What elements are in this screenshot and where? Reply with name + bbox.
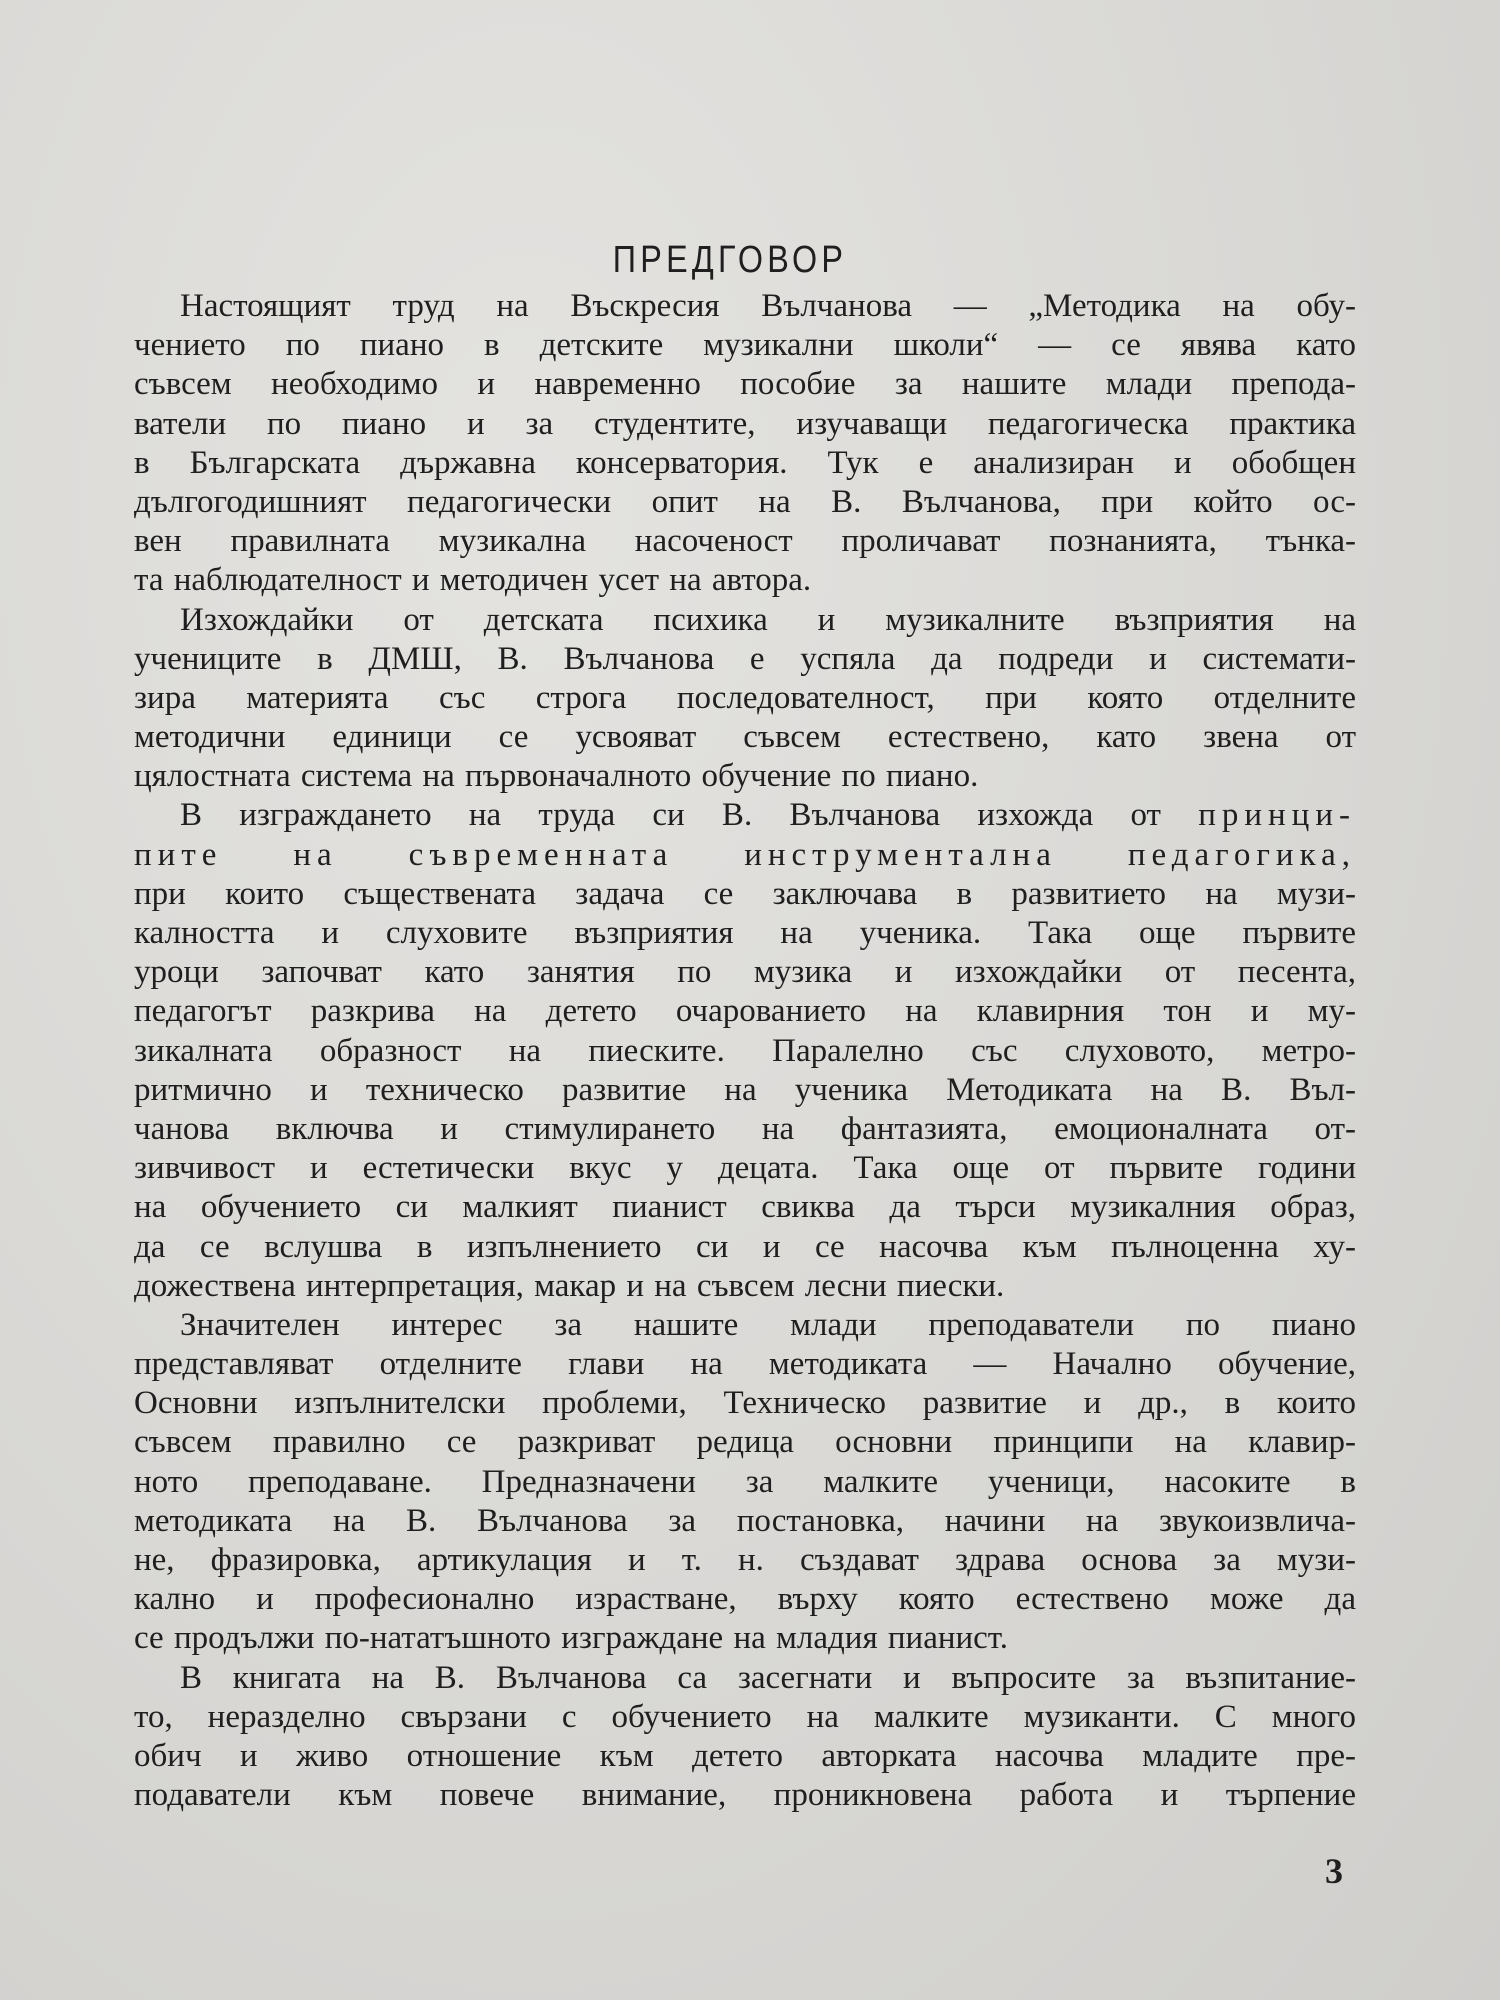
text-segment: обич и живо отношение към детето авторката насочва младите пре- [134,1737,1356,1774]
text-segment: ритмично и техническо развитие на ученика Методиката на В. Въл- [134,1071,1356,1108]
text-segment: съвсем необходимо и навременно пособие за нашите млади препода- [134,366,1356,403]
text-segment: в Българската държавна консерватория. Тук е анализиран и обобщен [134,444,1356,481]
text-line [134,757,1356,796]
text-segment: цялостната система на първоначалното обучение по пиано. [134,758,979,795]
page-title: ПРЕДГОВОР [612,239,848,282]
paragraph [134,1306,1356,1659]
text-line [134,1228,1356,1267]
text-segment: то, неразделно свързани с обучението на малките музиканти. С много [134,1698,1356,1735]
text-segment: зивчивост и естетически вкус у децата. Така още от първите години [134,1150,1356,1187]
text-segment: ното преподаване. Предназначени за малките ученици, насоките в [134,1463,1356,1500]
text-line [134,1463,1356,1502]
text-line [134,1776,1356,1815]
text-segment: методични единици се усвояват съвсем естествено, като звена от [134,719,1356,756]
text-line [134,1737,1356,1776]
text-segment: съвсем правилно се разкриват редица основни принципи на клавир- [134,1424,1356,1461]
text-line [134,365,1356,404]
text-segment: при които съществената задача се заключава в развитието на музи- [134,875,1356,912]
text-segment: се продължи по-нататъшното изграждане на младия пианист. [134,1620,1008,1657]
text-line [134,992,1356,1031]
text-segment: учениците в ДМШ, В. Вълчанова е успяла да подреди и системати- [134,640,1356,677]
text-line [134,1619,1356,1658]
text-line [134,561,1356,600]
text-segment: да се вслушва в изпълнението си и се насочва към пълноценна ху- [134,1228,1356,1265]
text-segment: не, фразировка, артикулация и т. н. създават здрава основа за музи- [134,1542,1356,1578]
paragraph [134,1659,1356,1816]
body-text [134,287,1356,1815]
spaced-text: принци- [1198,797,1356,834]
text-segment: уроци започват като занятия по музика и изхождайки от песента, [134,954,1356,991]
text-line [134,679,1356,718]
text-line [134,444,1356,483]
text-line [134,1698,1356,1737]
paragraph [134,796,1356,1305]
text-line [134,326,1356,365]
paragraph [134,601,1356,797]
text-segment: дожествена интерпретация, макар и на съвсем лесни пиески. [134,1267,1005,1304]
text-segment: та наблюдателност и методичен усет на автора. [134,562,812,599]
text-line [134,1423,1356,1462]
text-line [134,1659,1356,1698]
text-line [134,405,1356,444]
text-line [134,953,1356,992]
text-line [134,1541,1356,1580]
text-line [134,1032,1356,1071]
text-segment: В книгата на В. Вълчанова са засегнати и въпросите за възпитание- [180,1659,1356,1696]
text-line [134,1110,1356,1149]
text-line [134,1580,1356,1619]
text-segment: Основни изпълнителски проблеми, Техническо развитие и др., в които [134,1385,1356,1422]
page-number: 3 [1325,1851,1343,1891]
text-line [134,287,1356,326]
text-segment: зира материята със строга последователност, при която отделните [134,679,1356,716]
text-segment: педагогът разкрива на детето очарованието на клавирния тон и му- [134,993,1356,1030]
text-segment: подаватели към повече внимание, проникновена работа и търпение [134,1777,1356,1814]
text-line [134,718,1356,757]
text-line [134,601,1356,640]
text-segment: В изграждането на труда си В. Вълчанова изхожда от [180,797,1199,834]
spaced-text: пите на съвременната инструментална педагогика, [134,836,1356,873]
text-segment: Изхождайки от детската психика и музикалните възприятия на [180,601,1356,638]
text-line [134,1071,1356,1110]
text-line [134,796,1356,835]
text-line [134,875,1356,914]
text-segment: Настоящият труд на Въскресия Вълчанова — „Методика на обу- [180,288,1356,324]
text-segment: на обучението си малкият пианист свиква да търси музикалния образ, [134,1189,1356,1226]
text-line [134,522,1356,561]
text-segment: калността и слуховите възприятия на ученика. Така още първите [134,915,1356,951]
text-segment: дългогодишният педагогически опит на В. Вълчанова, при който ос- [134,483,1356,520]
text-line [134,1306,1356,1345]
text-segment: Значителен интерес за нашите млади преподаватели по пиано [180,1306,1356,1343]
text-segment: чението по пиано в детските музикални школи“ — се явява като [134,327,1356,364]
text-line [134,1384,1356,1423]
paragraph [134,287,1356,601]
text-segment: представляват отделните глави на методиката — Начално обучение, [134,1346,1356,1383]
text-line [134,1188,1356,1227]
text-line [134,1267,1356,1306]
text-line [134,914,1356,953]
text-segment: кално и професионално израстване, върху която естествено може да [134,1581,1356,1618]
text-line [134,483,1356,522]
text-line [134,836,1356,875]
text-segment: вен правилната музикална насоченост проличават познанията, тънка- [134,523,1356,560]
text-segment: чанова включва и стимулирането на фантазията, емоционалната от- [134,1110,1356,1147]
text-segment: ватели по пиано и за студентите, изучаващи педагогическа практика [134,405,1356,442]
text-line [134,1149,1356,1188]
text-segment: зикалната образност на пиеските. Паралелно със слуховото, метро- [134,1032,1356,1069]
text-line [134,1502,1356,1541]
text-segment: методиката на В. Вълчанова за постановка, начини на звукоизвлича- [134,1502,1356,1539]
text-line [134,640,1356,679]
text-line [134,1345,1356,1384]
